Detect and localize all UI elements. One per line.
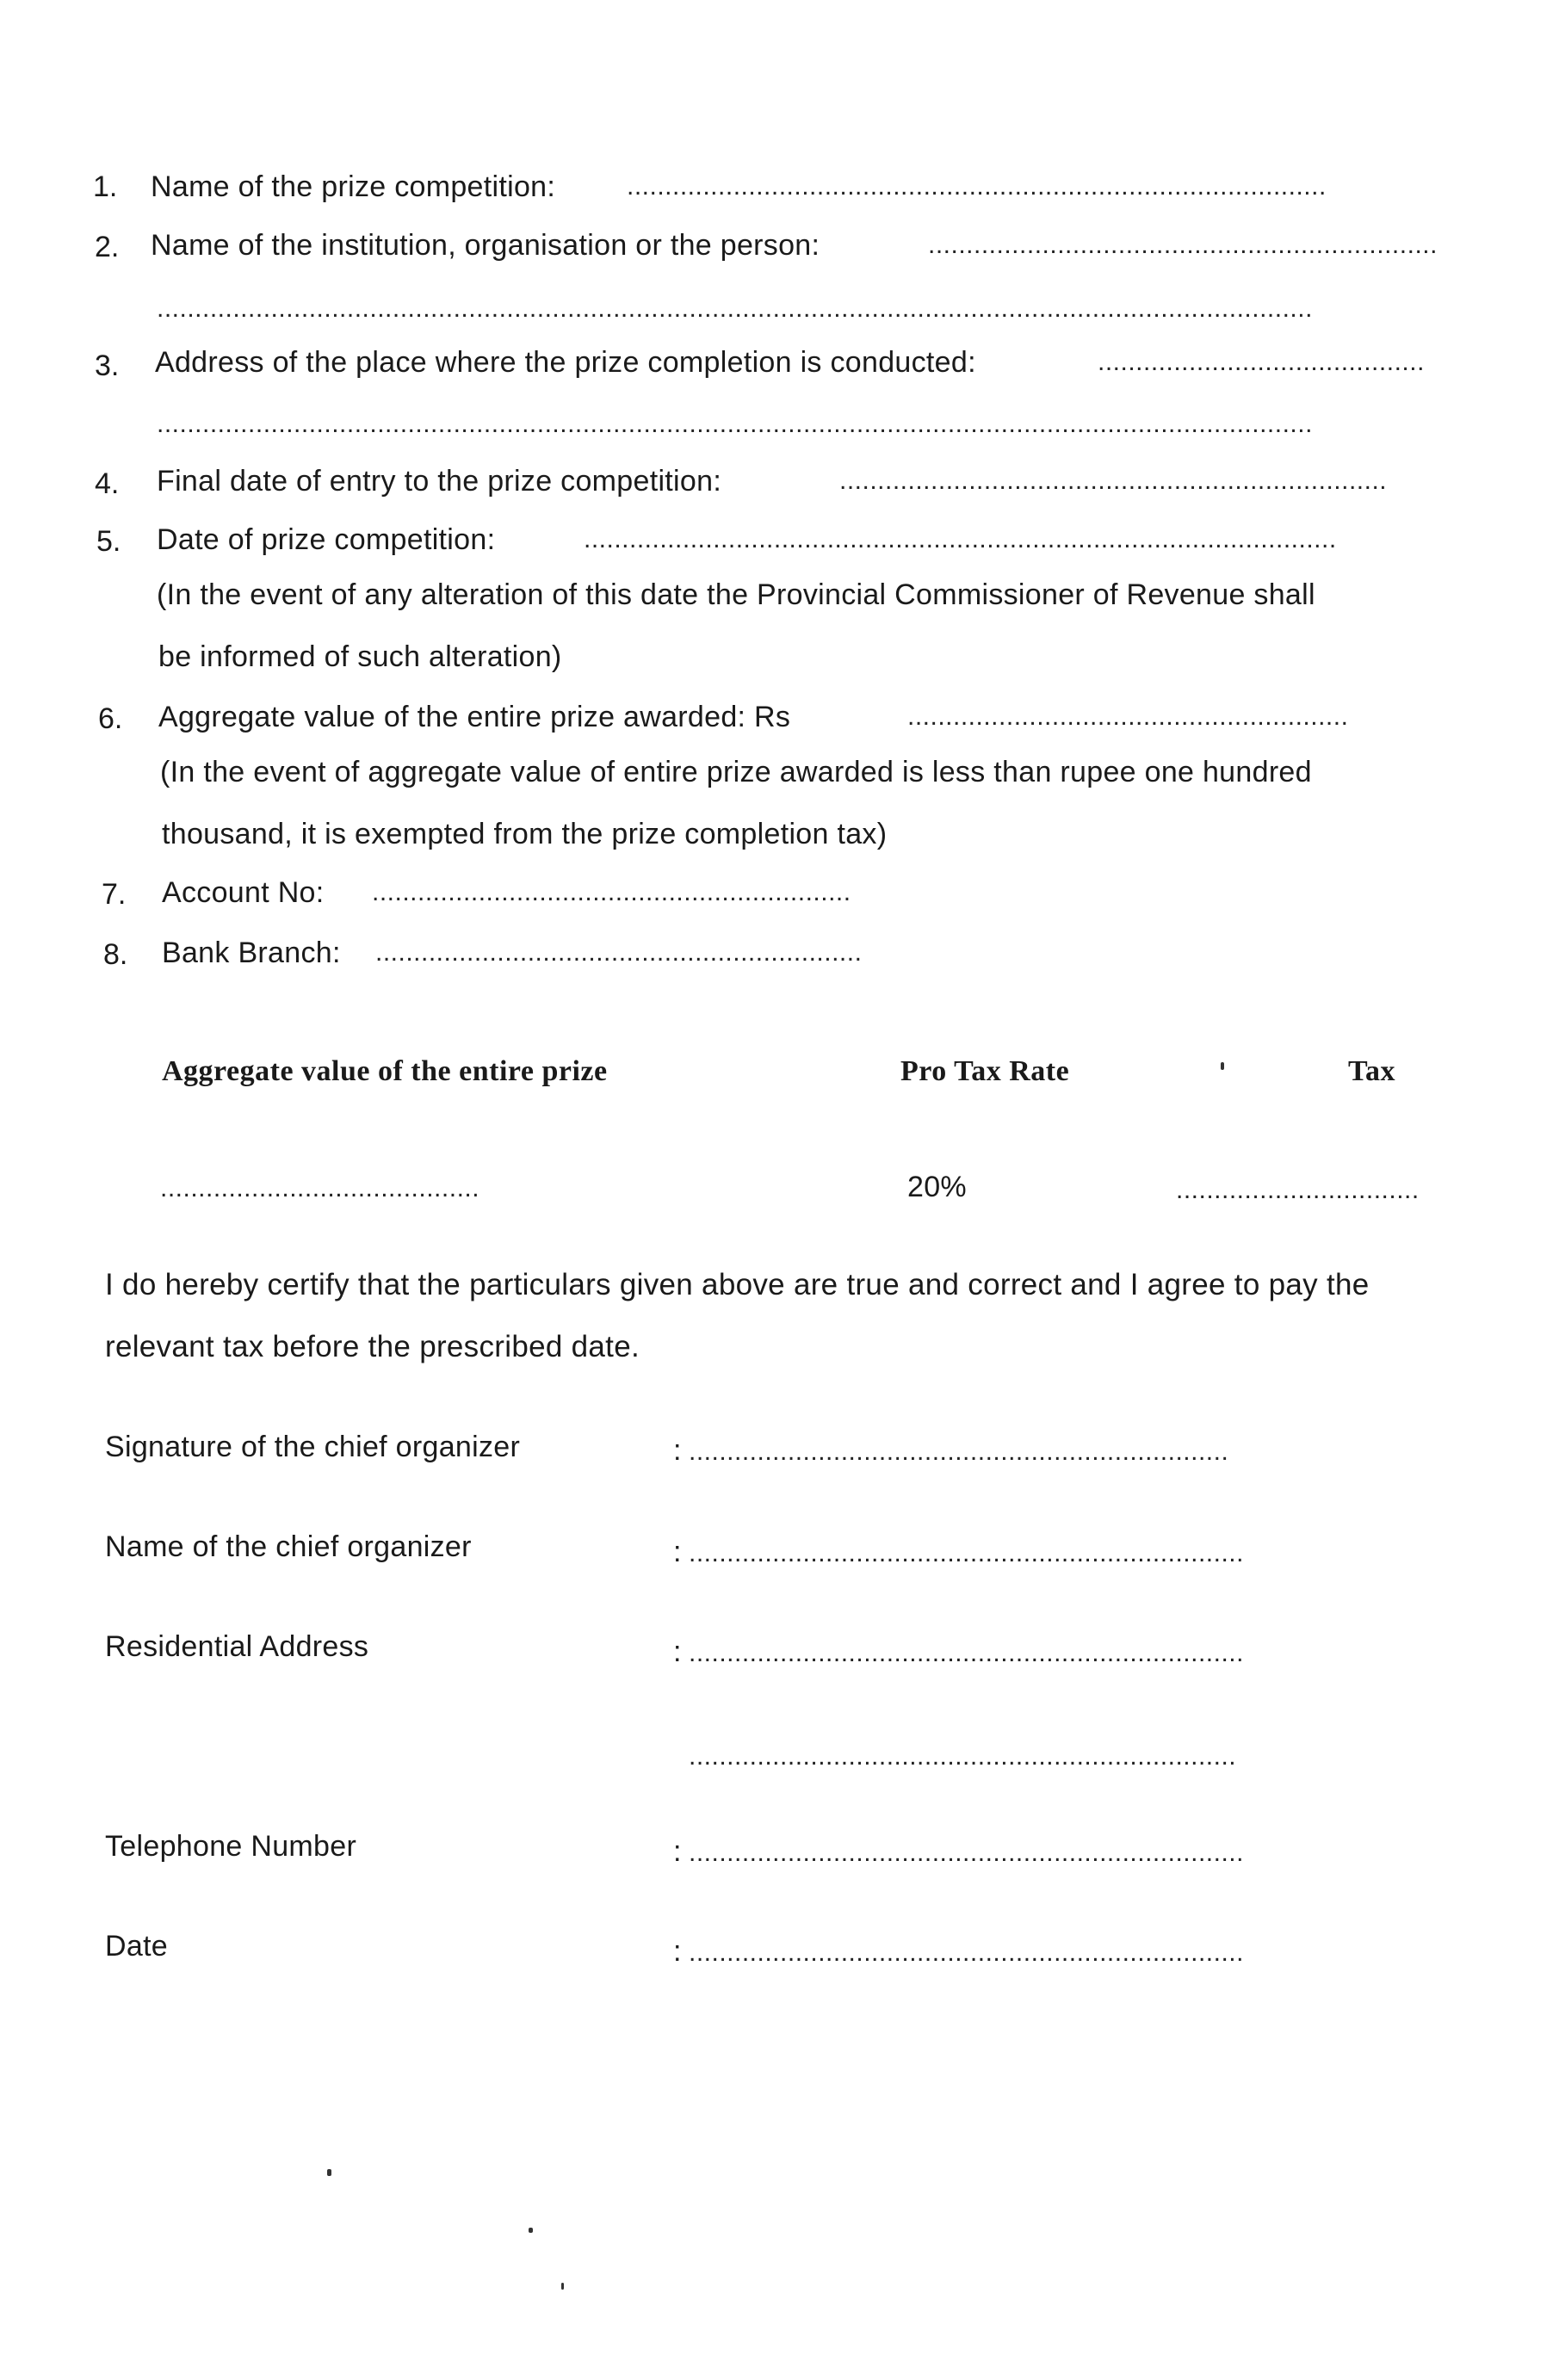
tax-table-header-rate: Pro Tax Rate xyxy=(900,1055,1070,1087)
telephone-field[interactable]: ......................................................................... xyxy=(689,1839,1244,1867)
fill-line[interactable]: ................................................................... xyxy=(928,231,1438,259)
item-number: 7. xyxy=(102,878,127,911)
fill-line[interactable]: ............................................................................................ xyxy=(627,172,1327,201)
item-number: 2. xyxy=(95,231,120,263)
scan-speck xyxy=(327,2169,331,2176)
signature-label: Signature of the chief organizer xyxy=(105,1431,521,1463)
item-note: thousand, it is exempted from the prize completion tax) xyxy=(162,818,888,850)
declaration-text: relevant tax before the prescribed date. xyxy=(105,1330,640,1363)
date-field[interactable]: ......................................................................... xyxy=(689,1938,1244,1967)
signature-field[interactable]: ....................................................................... xyxy=(689,1437,1229,1466)
item-label: Address of the place where the prize completion is conducted: xyxy=(155,346,976,379)
residential-address-field-continuation[interactable]: ........................................................................ xyxy=(689,1742,1237,1771)
tax-table-tax-field[interactable]: ................................ xyxy=(1176,1176,1420,1204)
item-number: 1. xyxy=(93,170,118,203)
item-label: Account No: xyxy=(162,876,325,909)
organizer-name-label: Name of the chief organizer xyxy=(105,1530,472,1563)
item-number: 3. xyxy=(95,349,120,382)
item-number: 5. xyxy=(96,525,121,558)
field-colon: : xyxy=(673,1935,682,1968)
telephone-label: Telephone Number xyxy=(105,1830,357,1863)
scan-speck xyxy=(529,2228,533,2233)
item-note: (In the event of aggregate value of entire prize awarded is less than rupee one hundred xyxy=(160,756,1312,788)
tax-table-header-tax: Tax xyxy=(1348,1055,1396,1087)
fill-line[interactable]: .......................................................... xyxy=(907,702,1349,731)
item-number: 6. xyxy=(98,702,123,735)
item-note: (In the event of any alteration of this date the Provincial Commissioner of Revenue shall xyxy=(157,578,1315,611)
organizer-name-field[interactable]: ......................................................................... xyxy=(689,1539,1244,1567)
item-number: 8. xyxy=(103,938,128,971)
item-label: Name of the institution, organisation or the person: xyxy=(151,229,820,262)
field-colon: : xyxy=(673,1835,682,1868)
item-number: 4. xyxy=(95,467,120,500)
tax-table-header-value: Aggregate value of the entire prize xyxy=(162,1055,608,1087)
fill-line[interactable]: ................................................................................................... xyxy=(584,525,1337,553)
item-label: Final date of entry to the prize competition: xyxy=(157,465,722,498)
residential-address-label: Residential Address xyxy=(105,1630,369,1663)
residential-address-field[interactable]: ......................................................................... xyxy=(689,1639,1244,1667)
tax-table-rate: 20% xyxy=(907,1171,967,1203)
fill-line[interactable]: ........................................... xyxy=(1098,348,1425,376)
fill-line[interactable]: ............................................................... xyxy=(372,878,851,906)
item-label: Name of the prize competition: xyxy=(151,170,556,203)
scan-speck xyxy=(561,2283,564,2290)
tax-table-value-field[interactable]: .......................................... xyxy=(160,1174,480,1202)
field-colon: : xyxy=(673,1536,682,1568)
declaration-text: I do hereby certify that the particulars given above are true and correct and I agree to pay the xyxy=(105,1268,1370,1301)
field-colon: : xyxy=(673,1434,682,1467)
field-colon: : xyxy=(673,1635,682,1668)
fill-line[interactable]: ................................................................ xyxy=(375,938,863,967)
date-label: Date xyxy=(105,1930,169,1963)
fill-line[interactable]: ........................................................................ xyxy=(839,467,1388,495)
item-label: Bank Branch: xyxy=(162,937,341,969)
fill-line-continuation[interactable]: ........................................................................................................................................................ xyxy=(157,294,1313,323)
item-note: be informed of such alteration) xyxy=(158,640,562,673)
item-label: Aggregate value of the entire prize awarded: Rs xyxy=(158,701,791,733)
fill-line-continuation[interactable]: ........................................................................................................................................................ xyxy=(157,410,1313,438)
item-label: Date of prize competition: xyxy=(157,523,496,556)
scan-speck xyxy=(1221,1062,1224,1070)
